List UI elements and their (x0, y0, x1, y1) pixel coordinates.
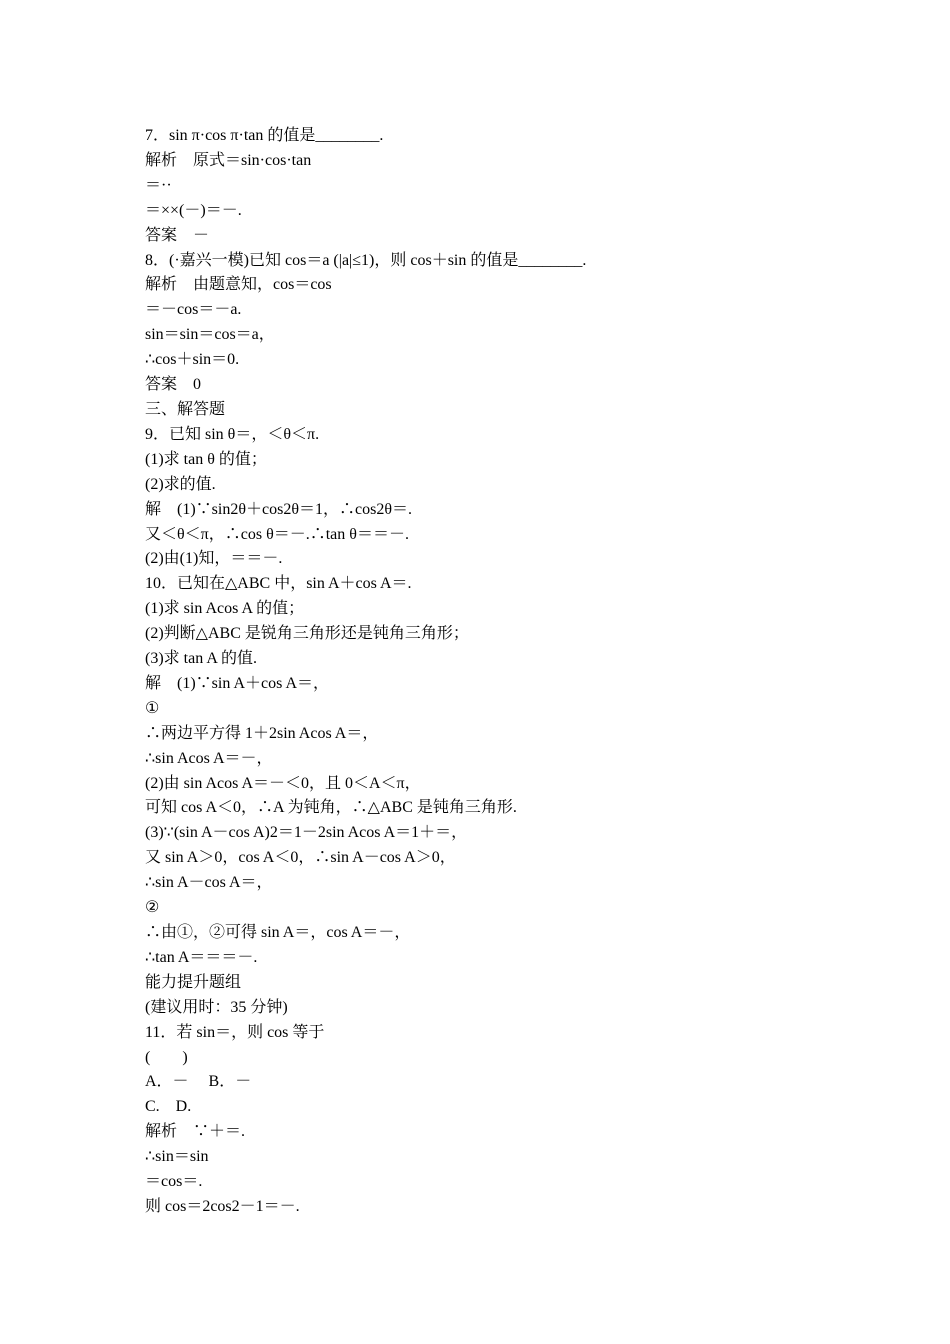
text-line: (2)判断△ABC 是锐角三角形还是钝角三角形； (145, 625, 469, 643)
text-line: (3)求 tan A 的值. (145, 650, 257, 668)
text-line: 三、解答题 (145, 400, 226, 418)
text-line: (1)求 sin Acos A 的值； (145, 600, 305, 618)
text-line: 解 (1)∵sin2θ＋cos2θ＝1，∴cos2θ＝. (145, 500, 412, 518)
text-line: 又＜θ＜π，∴cos θ＝－.∴tan θ＝＝－. (145, 525, 409, 543)
text-line: ① (145, 699, 160, 717)
text-line: ∴由①，②可得 sin A＝，cos A＝－， (145, 924, 411, 941)
text-line: (2)求的值. (145, 475, 216, 493)
text-line: (建议用时：35 分钟) (145, 998, 288, 1016)
text-line: ＝cos＝. (145, 1173, 203, 1191)
text-line: 可知 cos A＜0，∴A 为钝角，∴△ABC 是钝角三角形. (145, 799, 517, 817)
text-line: 答案 － (145, 226, 210, 244)
document-page (145, 124, 865, 1220)
text-line: 则 cos＝2cos2－1＝－. (145, 1197, 300, 1215)
text-line: 能力提升题组 (145, 973, 242, 991)
text-line: sin＝sin＝cos＝a， (145, 326, 275, 344)
text-line: ＝－cos＝－a. (145, 301, 242, 319)
text-line: 又 sin A＞0，cos A＜0，∴sin A－cos A＞0， (145, 849, 456, 867)
text-line: (2)由 sin Acos A＝－＜0，且 0＜A＜π， (145, 774, 421, 792)
text-line: 解析 原式＝sin·cos·tan (145, 151, 312, 169)
text-line: ＝·· (145, 176, 172, 194)
text-line: ∴sin A－cos A＝， (145, 874, 273, 892)
text-line: (2)由(1)知，＝＝－. (145, 550, 283, 568)
text-line: ∴sin Acos A＝－， (145, 749, 273, 767)
text-line: (1)求 tan θ 的值； (145, 450, 267, 468)
text-line: A．－ B．－ (145, 1073, 252, 1091)
text-line: 10．已知在△ABC 中，sin A＋cos A＝. (145, 575, 412, 593)
text-line: ∴两边平方得 1＋2sin Acos A＝， (145, 724, 379, 742)
text-line: 9．已知 sin θ＝，＜θ＜π. (145, 425, 320, 443)
text-line: 7．sin π·cos π·tan 的值是________. (145, 127, 384, 144)
text-line: (3)∵(sin A－cos A)2＝1－2sin Acos A＝1＋＝， (145, 824, 468, 842)
text-line: 解析 ∵＋＝. (145, 1123, 246, 1141)
text-line: C. D. (145, 1098, 192, 1116)
text-line: ( ) (145, 1048, 188, 1066)
text-line: ＝××(－)＝－. (145, 201, 242, 219)
text-line: 11．若 sin＝，则 cos 等于 (145, 1023, 325, 1041)
text-line: ∴sin＝sin (145, 1148, 209, 1166)
text-line: ∴cos＋sin＝0. (145, 351, 240, 369)
text-line: 8．(·嘉兴一模)已知 cos＝a (|a|≤1)，则 cos＋sin 的值是________. (145, 251, 587, 269)
text-line: 解 (1)∵sin A＋cos A＝， (145, 674, 330, 692)
text-line: 答案 0 (145, 376, 202, 394)
text-line: 解析 由题意知，cos＝cos (145, 276, 332, 294)
text-line: ② (145, 899, 160, 917)
text-line: ∴tan A＝＝＝－. (145, 948, 258, 966)
